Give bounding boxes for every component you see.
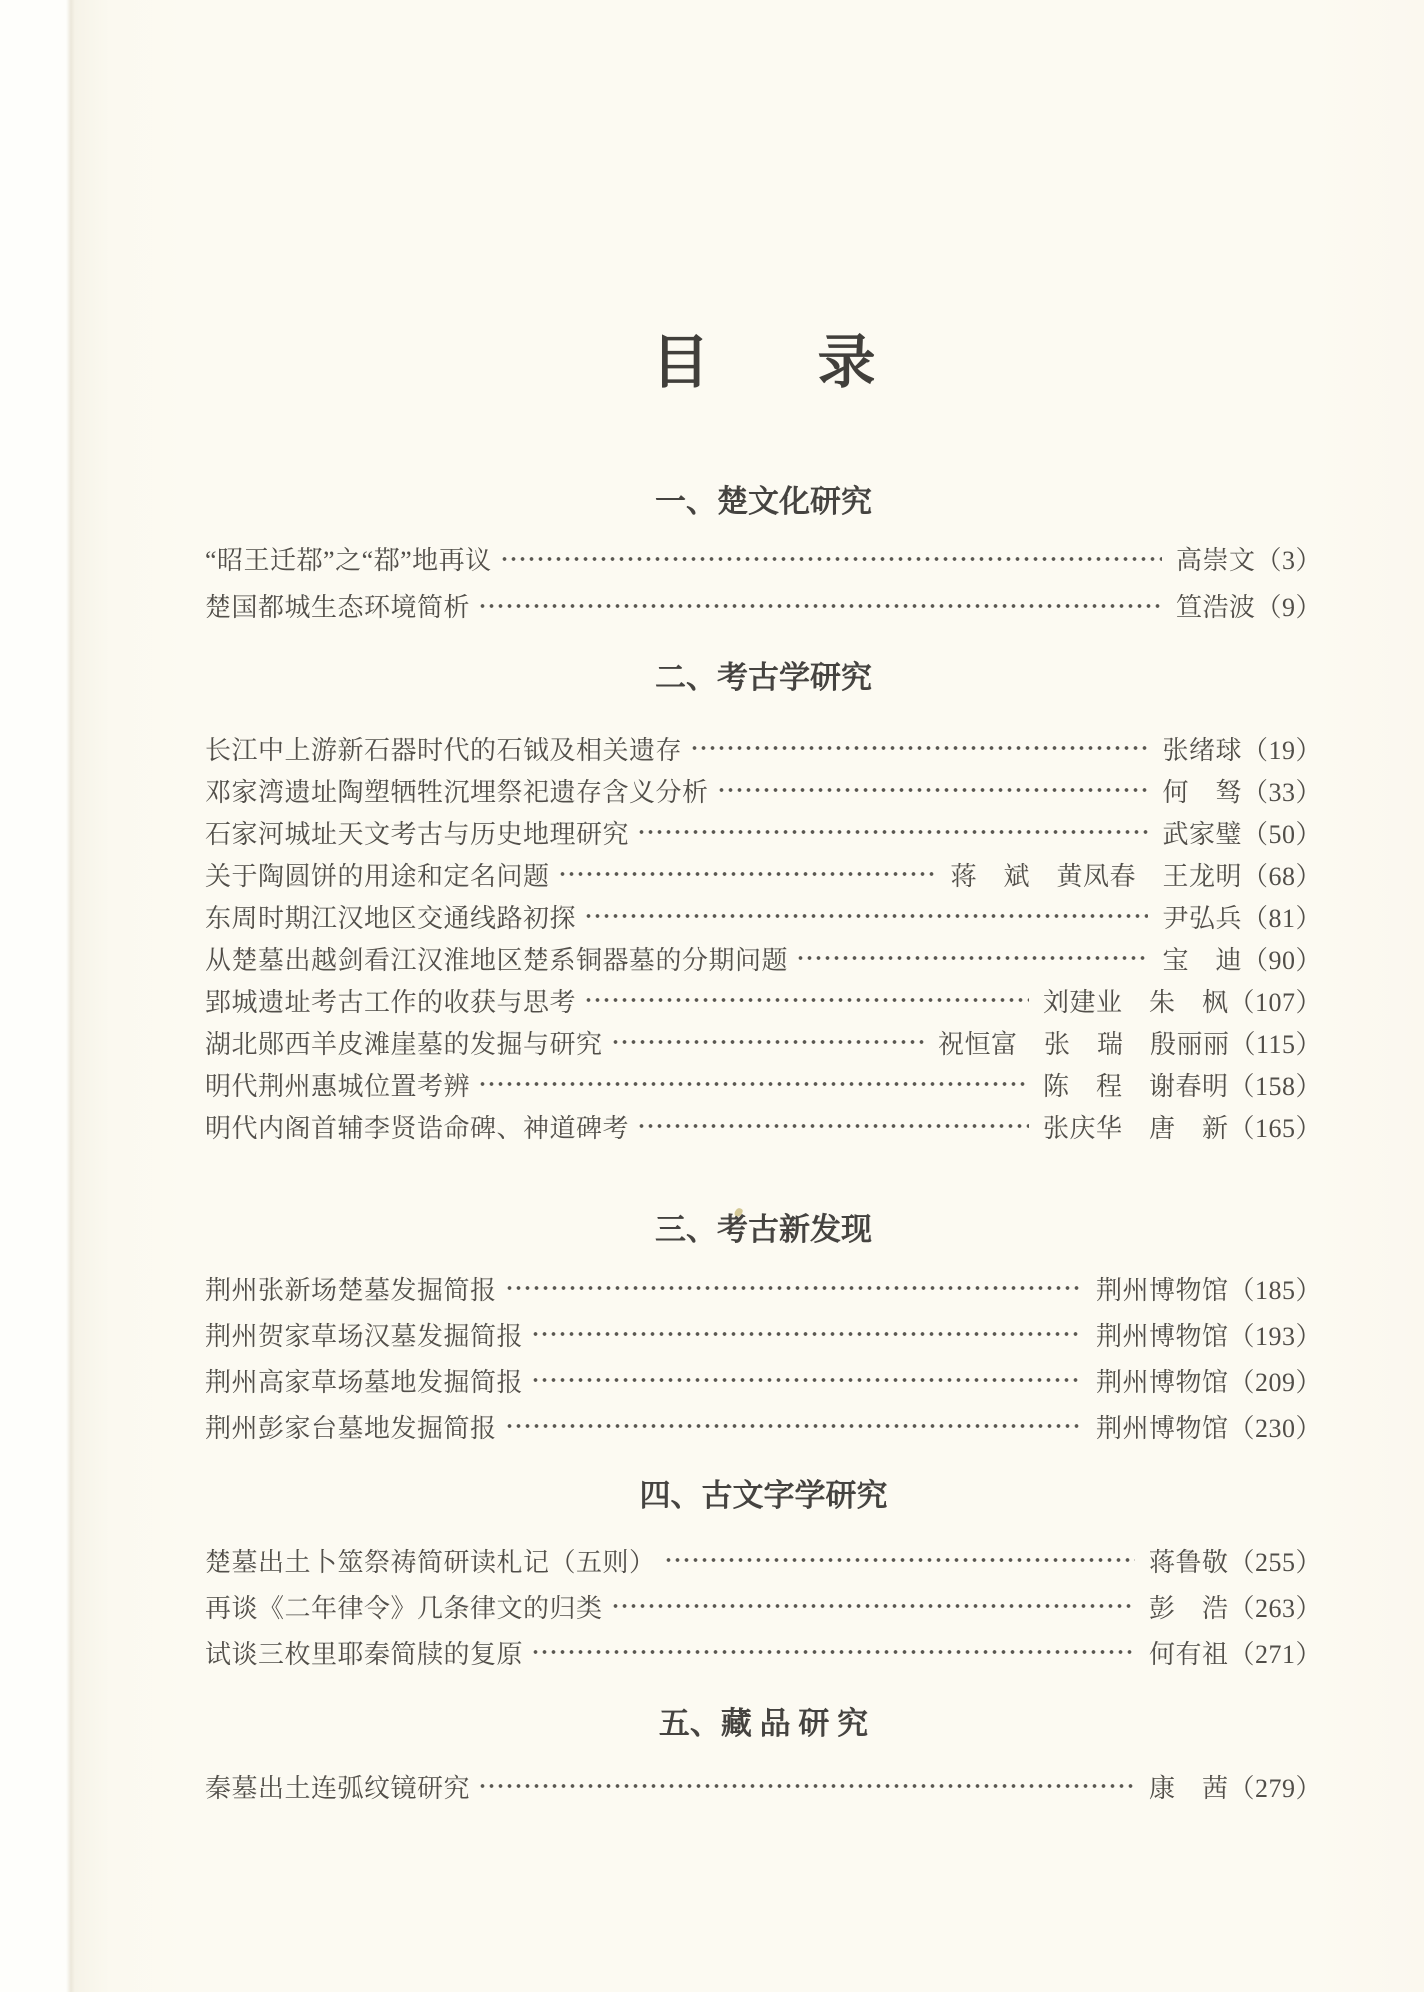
- page-title: [205, 330, 1322, 395]
- section-entries: [205, 727, 1322, 1147]
- entry-title: 长江中上游新石器时代的石钺及相关遗存: [205, 735, 683, 765]
- entry-authors: 彭 浩: [1148, 1593, 1229, 1623]
- entry-authors: 武家璧: [1162, 819, 1242, 849]
- dot-leader: [611, 1021, 924, 1063]
- entry-title: 荆州彭家台墓地发掘简报: [205, 1413, 497, 1443]
- entry-title: “昭王迁鄀”之“鄀”地再议: [205, 546, 492, 575]
- entry-authors: 何有祖: [1148, 1639, 1229, 1669]
- dot-leader: [664, 1537, 1135, 1583]
- entry-title: 楚墓出土卜筮祭祷简研读札记（五则）: [205, 1547, 656, 1577]
- section-heading: 一、楚文化研究: [655, 484, 872, 519]
- entry-title: 明代荆州惠城位置考辨: [205, 1071, 471, 1101]
- dot-leader: [505, 1265, 1082, 1311]
- entry-page-number: （230）: [1228, 1413, 1322, 1443]
- entry-title: 楚国都城生态环境简析: [205, 593, 471, 622]
- entry-authors: 陈 程 谢春明: [1042, 1071, 1229, 1101]
- entry-title: 东周时期江汉地区交通线路初探: [205, 903, 577, 933]
- toc-entry: [205, 1629, 1322, 1675]
- entry-page-number: （185）: [1228, 1275, 1322, 1305]
- entry-authors: 蒋鲁敬: [1148, 1547, 1229, 1577]
- entry-page-number: （209）: [1228, 1367, 1322, 1397]
- entry-title: 再谈《二年律令》几条律文的归类: [205, 1593, 603, 1623]
- entry-page-number: （158）: [1228, 1071, 1322, 1101]
- dot-leader: [611, 1583, 1135, 1629]
- entry-page-number: （107）: [1228, 987, 1322, 1017]
- toc-section: [205, 1475, 1322, 1675]
- toc-entry: [205, 1265, 1322, 1311]
- section-heading: 五、藏 品 研 究: [658, 1706, 869, 1741]
- entry-page-number: （263）: [1228, 1593, 1322, 1623]
- dot-leader: [505, 1403, 1082, 1449]
- entry-page-number: （193）: [1228, 1321, 1322, 1351]
- entry-title: 关于陶圆饼的用途和定名问题: [205, 861, 550, 891]
- dot-leader: [558, 853, 937, 895]
- dot-leader: [531, 1357, 1082, 1403]
- toc-entry: [205, 1403, 1322, 1449]
- dot-leader: [584, 895, 1148, 937]
- entry-authors: 荆州博物馆: [1095, 1367, 1229, 1397]
- toc-entry: [205, 895, 1322, 937]
- entry-authors: 荆州博物馆: [1095, 1275, 1229, 1305]
- entry-title: 郢城遗址考古工作的收获与思考: [205, 987, 577, 1017]
- entry-authors: 蒋 斌 黄凤春 王龙明: [950, 861, 1242, 891]
- entry-authors: 尹弘兵: [1162, 903, 1242, 933]
- toc: [205, 481, 1322, 1809]
- toc-entry: [205, 1583, 1322, 1629]
- entry-page-number: （50）: [1241, 819, 1322, 849]
- entry-title: 湖北郧西羊皮滩崖墓的发掘与研究: [205, 1029, 603, 1059]
- dot-leader: [717, 769, 1149, 811]
- section-entries: [205, 1537, 1322, 1675]
- dot-leader: [531, 1629, 1135, 1675]
- entry-title: 从楚墓出越剑看江汉淮地区楚系铜器墓的分期问题: [205, 945, 789, 975]
- dot-leader: [478, 1763, 1135, 1809]
- page-title-char: 录: [817, 330, 876, 395]
- entry-page-number: （165）: [1228, 1113, 1322, 1143]
- toc-entry: [205, 1021, 1322, 1063]
- entry-title: 试谈三枚里耶秦简牍的复原: [205, 1639, 524, 1669]
- toc-entry: [205, 582, 1322, 629]
- entry-authors: 张绪球: [1162, 735, 1242, 765]
- entry-authors: 笪浩波: [1175, 593, 1256, 622]
- toc-section: [205, 1703, 1322, 1809]
- toc-entry: [205, 535, 1322, 582]
- entry-page-number: （81）: [1241, 903, 1322, 933]
- entry-title: 石家河城址天文考古与历史地理研究: [205, 819, 630, 849]
- entry-page-number: （3）: [1255, 546, 1322, 575]
- toc-entry: [205, 1763, 1322, 1809]
- entry-title: 荆州贺家草场汉墓发掘简报: [205, 1321, 524, 1351]
- toc-entry: [205, 1105, 1322, 1147]
- entry-page-number: （33）: [1241, 777, 1322, 807]
- dot-leader: [478, 582, 1162, 629]
- entry-page-number: （68）: [1241, 861, 1322, 891]
- entry-page-number: （90）: [1241, 945, 1322, 975]
- entry-authors: 张庆华 唐 新: [1042, 1113, 1229, 1143]
- toc-entry: [205, 853, 1322, 895]
- entry-page-number: （271）: [1228, 1639, 1322, 1669]
- toc-entry: [205, 811, 1322, 853]
- toc-section: [205, 1209, 1322, 1449]
- entry-page-number: （115）: [1229, 1029, 1322, 1059]
- toc-entry: [205, 1311, 1322, 1357]
- section-heading: 二、考古学研究: [655, 660, 872, 695]
- dot-leader: [690, 727, 1148, 769]
- entry-authors: 刘建业 朱 枫: [1042, 987, 1229, 1017]
- section-entries: [205, 1265, 1322, 1449]
- dot-leader: [478, 1063, 1029, 1105]
- entry-title: 明代内阁首辅李贤诰命碑、神道碑考: [205, 1113, 630, 1143]
- page-title-char: 目: [651, 330, 710, 395]
- entry-authors: 何 驽: [1162, 777, 1242, 807]
- toc-entry: [205, 769, 1322, 811]
- dot-leader: [637, 1105, 1029, 1147]
- dot-leader: [796, 937, 1148, 979]
- section-entries: [205, 1763, 1322, 1809]
- entry-authors: 高崇文: [1175, 546, 1256, 575]
- section-heading: 三、考古新发现: [655, 1212, 872, 1247]
- entry-page-number: （9）: [1255, 593, 1322, 622]
- entry-page-number: （279）: [1228, 1773, 1322, 1803]
- toc-entry: [205, 1063, 1322, 1105]
- entry-page-number: （19）: [1241, 735, 1322, 765]
- toc-entry: [205, 1537, 1322, 1583]
- toc-entry: [205, 979, 1322, 1021]
- dot-leader: [531, 1311, 1082, 1357]
- entry-authors: 荆州博物馆: [1095, 1321, 1229, 1351]
- toc-entry: [205, 937, 1322, 979]
- entry-title: 荆州张新场楚墓发掘简报: [205, 1275, 497, 1305]
- dot-leader: [584, 979, 1029, 1021]
- toc-entry: [205, 1357, 1322, 1403]
- entry-authors: 康 茜: [1148, 1773, 1229, 1803]
- entry-title: 秦墓出土连弧纹镜研究: [205, 1773, 471, 1803]
- entry-page-number: （255）: [1228, 1547, 1322, 1577]
- section-entries: [205, 535, 1322, 629]
- entry-title: 邓家湾遗址陶塑牺牲沉埋祭祀遗存含义分析: [205, 777, 709, 807]
- toc-section: [205, 481, 1322, 629]
- entry-authors: 荆州博物馆: [1095, 1413, 1229, 1443]
- dot-leader: [500, 535, 1162, 582]
- toc-section: [205, 657, 1322, 1147]
- page-content: [205, 0, 1322, 1809]
- entry-authors: 祝恒富 张 瑞 殷丽丽: [937, 1029, 1230, 1059]
- entry-authors: 宝 迪: [1162, 945, 1242, 975]
- section-heading: 四、古文字学研究: [639, 1478, 888, 1513]
- toc-entry: [205, 727, 1322, 769]
- dot-leader: [637, 811, 1148, 853]
- entry-title: 荆州高家草场墓地发掘简报: [205, 1367, 524, 1397]
